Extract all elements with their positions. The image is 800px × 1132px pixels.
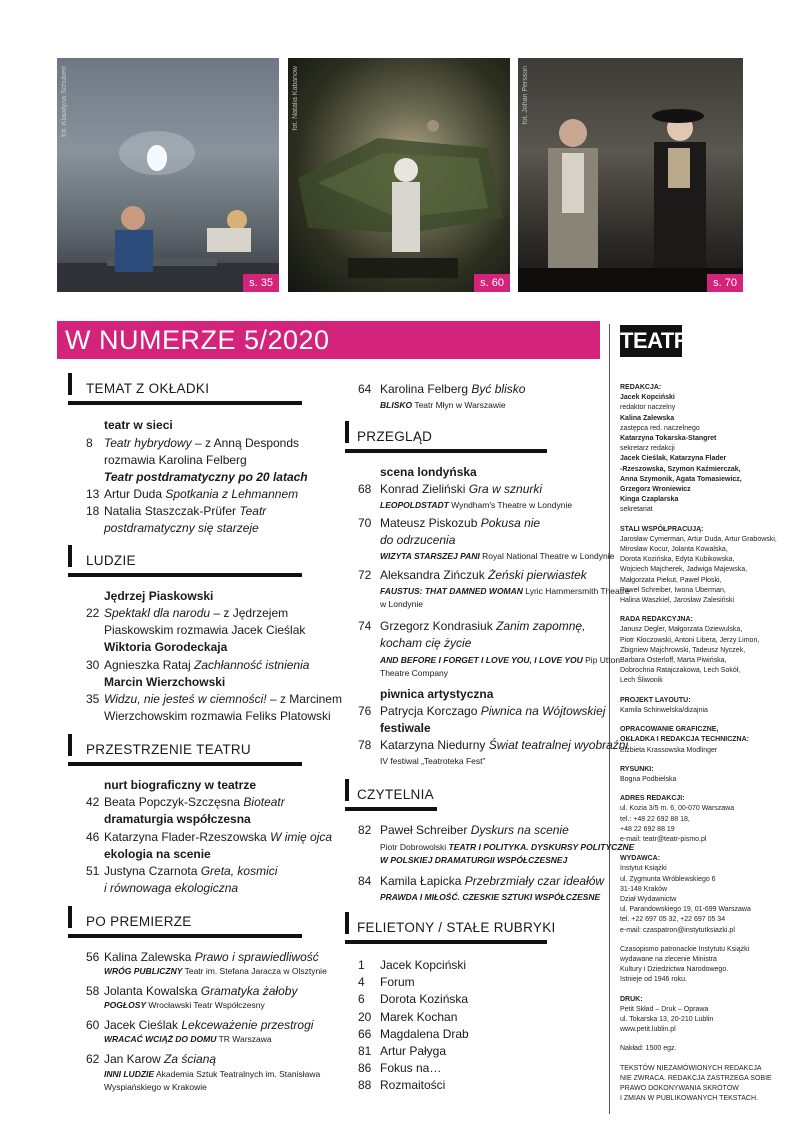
subsection-label: dramaturgia współczesna — [104, 812, 251, 826]
toc-entry-cont: Piaskowskim rozmawia Jacek Cieślak — [104, 623, 306, 637]
subsection-label: Marcin Wierzchowski — [104, 675, 226, 689]
subsection-label: Jędrzej Piaskowski — [104, 589, 214, 603]
photo-credit: fot. Johan Persson — [522, 66, 529, 125]
section-ludzie: LUDZIE — [68, 553, 302, 573]
toc-source: BLISKO Teatr Młyn w Warszawie — [380, 400, 506, 410]
cover-photo-3 — [518, 58, 743, 292]
toc-entry-cont: postdramatyczny się starzeje — [104, 521, 259, 535]
section-czytelnia: CZYTELNIA — [345, 787, 547, 807]
section-temat: TEMAT Z OKŁADKI — [68, 381, 302, 401]
subsection-label: piwnica artystyczna — [380, 687, 494, 701]
stage-scene-illustration — [518, 58, 743, 292]
cover-photo-2 — [288, 58, 510, 292]
subsection-label: scena londyńska — [380, 465, 477, 479]
contents-header — [57, 321, 600, 359]
toc-source: INNI LUDZIE Akademia Sztuk Teatralnych im. Stanisława — [104, 1069, 321, 1079]
section-po-premierze: PO PREMIERZE — [68, 914, 302, 934]
toc-source-cont: W POLSKIEJ DRAMATURGII WSPÓŁCZESNEJ — [380, 855, 568, 865]
toc-source: WRÓG PUBLICZNY Teatr im. Stefana Jaracza w Olsztynie — [104, 966, 327, 976]
photo-credit: fot. Natalia Kabanow — [292, 66, 299, 131]
toc-subtitle: Teatr postdramatyczny po 20 latach — [104, 470, 308, 484]
subsection-label: ekologia na scenie — [104, 847, 211, 861]
subsection-label: teatr w sieci — [104, 418, 173, 432]
toc-source-cont: w Londynie — [380, 599, 424, 609]
section-felietony: FELIETONY / STAŁE RUBRYKI — [345, 920, 547, 940]
toc-entry-cont: do odrzucenia — [380, 533, 456, 547]
toc-entry-cont: rozmawia Karolina Felberg — [104, 453, 247, 467]
toc-source: LEOPOLDSTADT Wyndham's Theatre w Londynie — [380, 500, 573, 510]
page-tag: s. 60 — [474, 274, 510, 292]
page-title: W NUMERZE 5/2020 — [65, 325, 330, 355]
toc-source-cont: Theatre Company — [380, 668, 449, 678]
toc-source: PRAWDA I MIŁOŚĆ. CZESKIE SZTUKI WSPÓŁCZESNE — [380, 892, 601, 902]
section-przestrzenie: PRZESTRZENIE TEATRU — [68, 742, 302, 762]
toc-source: POGŁOSY Wrocławski Teatr Współczesny — [104, 1000, 265, 1010]
toc-entry-cont: kocham cię życie — [380, 636, 472, 650]
teatr-logo: TEATR — [620, 325, 682, 357]
stage-scene-illustration — [288, 58, 510, 292]
toc-entry-cont: Wierzchowskim rozmawia Feliks Platowski — [104, 709, 331, 723]
section-przeglad: PRZEGLĄD — [345, 429, 547, 449]
subsection-label: festiwale — [380, 721, 431, 735]
page-tag: s. 70 — [707, 274, 743, 292]
masthead: REDAKCJA: Jacek Kopciński redaktor naczelny Kalina Zalewska zastępca red. naczelnego Katarzyna Tokarska-Stangret sekretarz redakcji Jacek Cieślak, Katarzyna Flader -Rzeszowska, Szymon Kaźmierczak, Anna Szymonik, Agata Tomasiewicz, Grzegorz Wroniewicz Kinga Czaplarska sekretariat STALI WSPÓŁPRACUJĄ: Jarosław Cymerman, Artur Duda, Artur Grabowski, Mirosław Kocur, Jolanta Kowalska, Dorota Kozińska, Edyta Kubikowska, Wojciech Majcherek, Jadwiga Majewska, Małgorzata Piekut, Paweł Płoski, Paweł Schreiber, Iwona Uberman, Halina Waszkiel, Jarosław Zalesiński RADA REDAKCYJNA: Janusz Degler, Małgorzata Dziewulska, Piotr Kłoczowski, Antoni Libera, Jerzy Limon, Zbigniew Majchrowski, Tadeusz Nyczek, Barbara Osterloff, Marta Piwińska, Dobrochna Ratajczakowa, Lech Sokół, Lech Śliwonik PROJEKT LAYOUTU: Kamila Schinwelska/dizajnia OPRACOWANIE GRAFICZNE, OKŁADKA I REDAKCJA TECHNICZNA: Elżbieta Krassowska Modlinger RYSUNKI: Bogna Podbielska ADRES REDAKCJI: ul. Kozia 3/5 m. 6, 00-070 Warszawa tel.: +48 22 692 88 18, +48 22 692 88 19 e-mail: teatr@teatr-pismo.pl WYDAWCA: Instytut Książki ul. Zygmunta Wróblewskiego 6 31-148 Kraków Dział Wydawnictw ul. Parandowskiego 19, 01-699 Warszawa tel. +22 697 05 32, +22 697 05 34 e-mail: czaspatron@instytutksiazki.pl Czasopismo patronackie Instytutu Książki wydawane na zlecenie Ministra Kultury i Dziedzictwa Narodowego. Istnieje od 1946 roku. DRUK: Petit Skład – Druk – Oprawa ul. Tokarska 13, 20-210 Lublin www.petit.lublin.pl Nakład: 1500 egz. TEKSTÓW NIEZAMÓWIONYCH REDAKCJA NIE ZWRACA. REDAKCJA ZASTRZEGA SOBIE PRAWO DOKONYWANIA SKRÓTÓW I ZMIAN W PUBLIKOWANYCH TEKSTACH. — [620, 384, 777, 1103]
cover-photo-1 — [57, 58, 279, 292]
stage-scene-illustration — [57, 58, 279, 292]
toc-source-cont: Wyspiańskiego w Krakowie — [104, 1082, 207, 1092]
column-divider — [609, 324, 610, 1114]
photo-credit: fot. Klaudyna Schubert — [61, 66, 68, 137]
toc-source: IV festiwal „Teatroteka Fest” — [380, 756, 486, 766]
subsection-label: nurt biograficzny w teatrze — [104, 778, 257, 792]
toc-source: WIZYTA STARSZEJ PANI Royal National Theatre w Londynie — [380, 551, 615, 561]
toc-source: WRACAĆ WCIĄŻ DO DOMU TR Warszawa — [104, 1034, 272, 1044]
toc-source: FAUSTUS: THAT DAMNED WOMAN Lyric Hammersmith Theatre — [380, 586, 630, 596]
toc-entry-cont: i równowaga ekologiczna — [104, 881, 239, 895]
toc-source: Piotr Dobrowolski TEATR I POLITYKA. DYSKURSY POLITYCZNE — [380, 842, 635, 852]
page-tag: s. 35 — [243, 274, 279, 292]
toc-source: AND BEFORE I FORGET I LOVE YOU, I LOVE YOU Pip Utton — [380, 655, 621, 665]
subsection-label: Wiktoria Gorodeckaja — [104, 640, 228, 654]
